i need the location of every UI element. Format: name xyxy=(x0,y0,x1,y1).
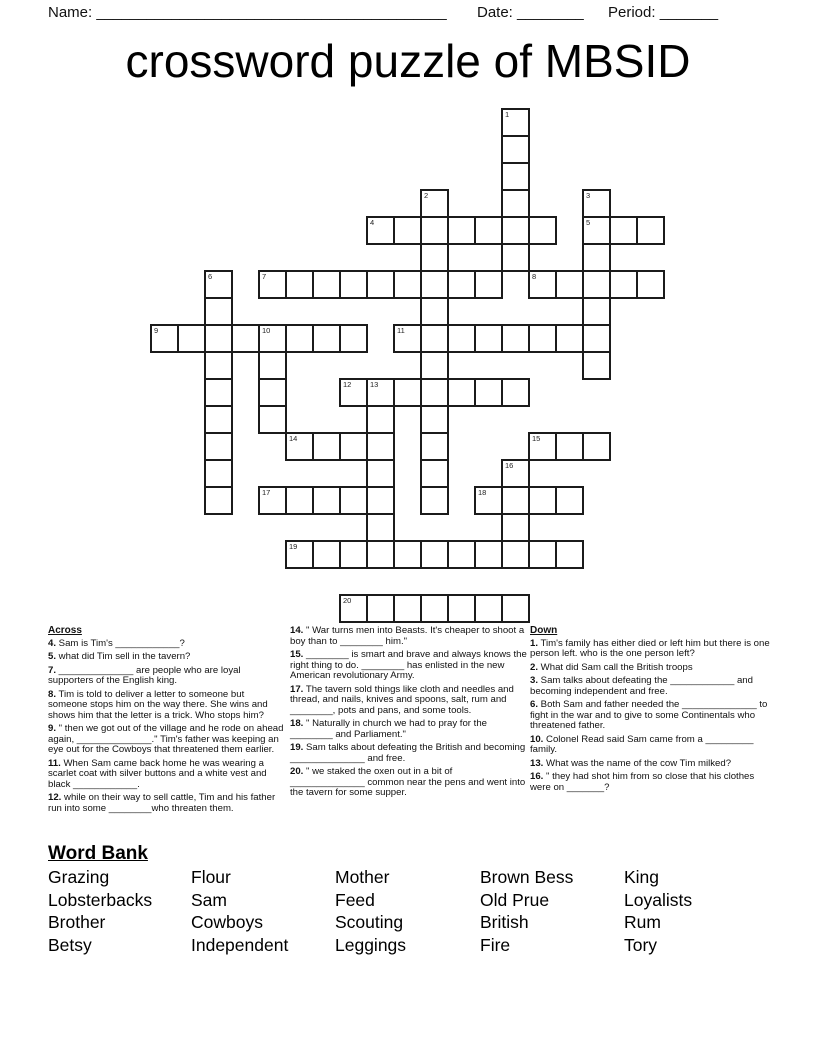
grid-cell[interactable] xyxy=(582,216,611,245)
cell-number: 11 xyxy=(397,326,405,335)
grid-cell[interactable] xyxy=(582,432,611,461)
cell-number: 4 xyxy=(370,218,375,227)
grid-cell[interactable] xyxy=(555,432,584,461)
grid-cell[interactable] xyxy=(420,270,449,299)
grid-cell[interactable] xyxy=(366,486,395,515)
crossword-grid xyxy=(150,108,665,623)
grid-cell[interactable] xyxy=(420,459,449,488)
grid-cell[interactable] xyxy=(555,486,584,515)
page-title: crossword puzzle of MBSID xyxy=(125,35,691,87)
period-label: Period: xyxy=(608,4,656,21)
name-field-row xyxy=(48,4,447,21)
grid-cell[interactable] xyxy=(258,486,287,515)
grid-cell[interactable] xyxy=(204,405,233,434)
grid-cell[interactable] xyxy=(501,216,530,245)
clue-item: 13. What was the name of the cow Tim milked? xyxy=(530,757,732,769)
grid-cell[interactable] xyxy=(474,324,503,353)
clue-number: 17. xyxy=(290,683,304,695)
clue-item: 3. Sam talks about defeating the ____________ and becoming independent and free. xyxy=(530,675,753,697)
date-field[interactable]: ________ xyxy=(517,4,584,21)
across-heading: Across xyxy=(48,625,82,636)
word-bank-item: Lobsterbacks xyxy=(48,889,153,910)
grid-cell[interactable] xyxy=(501,108,530,137)
grid-cell[interactable] xyxy=(501,513,530,542)
word-bank xyxy=(48,866,788,956)
grid-cell[interactable] xyxy=(528,486,557,515)
across-clues-column xyxy=(48,626,286,817)
period-field[interactable]: _______ xyxy=(659,4,719,21)
grid-cell[interactable] xyxy=(555,540,584,569)
grid-cell[interactable] xyxy=(420,432,449,461)
name-label: Name: xyxy=(48,4,93,21)
grid-cell[interactable] xyxy=(204,324,233,353)
grid-cell[interactable] xyxy=(501,162,530,191)
cell-number: 16 xyxy=(505,461,514,470)
cell-number: 3 xyxy=(586,191,591,200)
grid-cell[interactable] xyxy=(366,216,395,245)
grid-cell[interactable] xyxy=(285,540,314,569)
grid-cell[interactable] xyxy=(447,270,476,299)
clue-item: 14. " War turns men into Beasts. It's cheaper to shoot a boy than to ________ him." xyxy=(290,625,525,647)
down-heading: Down xyxy=(530,625,558,636)
clue-number: 1. xyxy=(530,637,539,649)
clue-item: 11. When Sam came back home he was wearing a scarlet coat with silver buttons and a white vest and black ____________. xyxy=(48,757,267,790)
grid-cell[interactable] xyxy=(420,324,449,353)
grid-cell[interactable] xyxy=(420,297,449,326)
word-bank-item: Brother xyxy=(48,912,106,933)
grid-cell[interactable] xyxy=(339,540,368,569)
clue-number: 10. xyxy=(530,733,544,745)
word-bank-item: Grazing xyxy=(48,867,110,887)
grid-cell[interactable] xyxy=(393,594,422,623)
grid-cell[interactable] xyxy=(528,540,557,569)
cell-number: 9 xyxy=(154,326,159,335)
clue-item: 20. " we staked the oxen out in a bit of ______________ common near the pens and went into the tavern for some supper. xyxy=(290,766,526,798)
grid-cell[interactable] xyxy=(582,243,611,272)
clue-item: 8. Tim is told to deliver a letter to someone but someone stops him on the way there. She wins and shows him that the letter is a trick. Who stops him? xyxy=(48,688,268,721)
grid-cell[interactable] xyxy=(501,135,530,164)
clue-number: 12. xyxy=(48,792,62,803)
grid-cell[interactable] xyxy=(582,351,611,380)
grid-cell[interactable] xyxy=(501,486,530,515)
cell-number: 19 xyxy=(289,542,298,551)
grid-cell[interactable] xyxy=(474,540,503,569)
word-bank-item: Brown Bess xyxy=(480,867,574,887)
clue-item: 16. " they had shot him from so close that his clothes were on _______? xyxy=(530,771,755,793)
word-bank-item: King xyxy=(624,867,660,887)
grid-cell[interactable] xyxy=(339,378,368,407)
grid-cell[interactable] xyxy=(312,540,341,569)
grid-cell[interactable] xyxy=(204,432,233,461)
grid-cell[interactable] xyxy=(420,405,449,434)
word-bank-heading: Word Bank xyxy=(48,843,148,864)
grid-cell[interactable] xyxy=(366,594,395,623)
cell-number: 20 xyxy=(343,596,352,605)
grid-cell[interactable] xyxy=(501,540,530,569)
cell-number: 7 xyxy=(262,272,267,281)
grid-cell[interactable] xyxy=(285,324,314,353)
word-bank-item: Scouting xyxy=(335,912,404,933)
grid-cell[interactable] xyxy=(528,216,557,245)
grid-cell[interactable] xyxy=(501,243,530,272)
grid-cell[interactable] xyxy=(258,405,287,434)
grid-cell[interactable] xyxy=(366,432,395,461)
grid-cell[interactable] xyxy=(393,216,422,245)
grid-cell[interactable] xyxy=(420,486,449,515)
word-bank-item: British xyxy=(480,912,529,933)
grid-cell[interactable] xyxy=(420,540,449,569)
cell-number: 2 xyxy=(424,191,429,200)
grid-cell[interactable] xyxy=(420,378,449,407)
grid-cell[interactable] xyxy=(258,270,287,299)
grid-cell[interactable] xyxy=(501,459,530,488)
grid-cell[interactable] xyxy=(447,324,476,353)
grid-cell[interactable] xyxy=(420,243,449,272)
down-clue-list xyxy=(530,639,772,794)
grid-cell[interactable] xyxy=(501,324,530,353)
grid-cell[interactable] xyxy=(474,270,503,299)
period-field-row xyxy=(608,4,718,21)
grid-cell[interactable] xyxy=(582,324,611,353)
grid-cell[interactable] xyxy=(582,297,611,326)
grid-cell[interactable] xyxy=(312,486,341,515)
cell-number: 17 xyxy=(262,488,271,497)
clue-item: 1. Tim's family has either died or left him but there is one person left. who is the one person left? xyxy=(530,637,770,659)
grid-cell[interactable] xyxy=(231,324,260,353)
name-field[interactable]: __________________________________________ xyxy=(96,4,447,21)
grid-cell[interactable] xyxy=(393,378,422,407)
grid-cell[interactable] xyxy=(258,351,287,380)
grid-cell[interactable] xyxy=(582,189,611,218)
grid-cell[interactable] xyxy=(636,216,665,245)
clue-item: 5. what did Tim sell in the tavern? xyxy=(48,651,191,662)
across-clue-list-2 xyxy=(290,626,528,799)
clue-number: 16. xyxy=(530,771,544,782)
grid-cell[interactable] xyxy=(393,324,422,353)
grid-cell[interactable] xyxy=(366,459,395,488)
grid-cell[interactable] xyxy=(258,378,287,407)
grid-cell[interactable] xyxy=(420,189,449,218)
grid-cell[interactable] xyxy=(285,486,314,515)
clue-number: 19. xyxy=(290,742,304,753)
grid-cell[interactable] xyxy=(474,378,503,407)
grid-cell[interactable] xyxy=(609,270,638,299)
clue-item: 19. Sam talks about defeating the British and becoming ______________ and free. xyxy=(290,742,526,764)
clue-number: 7. xyxy=(48,664,57,676)
cell-number: 15 xyxy=(532,434,541,443)
clue-number: 9. xyxy=(48,723,57,734)
grid-cell[interactable] xyxy=(312,432,341,461)
grid-cell[interactable] xyxy=(366,270,395,299)
grid-cell[interactable] xyxy=(501,189,530,218)
clue-number: 8. xyxy=(48,688,57,700)
grid-cell[interactable] xyxy=(366,513,395,542)
grid-cell[interactable] xyxy=(528,324,557,353)
cell-number: 13 xyxy=(370,380,379,389)
grid-cell[interactable] xyxy=(285,270,314,299)
clue-number: 14. xyxy=(290,625,304,636)
clue-number: 6. xyxy=(530,699,539,710)
clue-item: 2. What did Sam call the British troops xyxy=(530,661,693,673)
grid-cell[interactable] xyxy=(204,351,233,380)
grid-cell[interactable] xyxy=(204,297,233,326)
grid-cell[interactable] xyxy=(339,324,368,353)
word-bank-item: Cowboys xyxy=(191,912,263,933)
cell-number: 8 xyxy=(532,272,537,281)
cell-number: 12 xyxy=(343,380,352,389)
word-bank-item: Loyalists xyxy=(624,889,693,910)
grid-cell[interactable] xyxy=(555,270,584,299)
cell-number: 10 xyxy=(262,326,271,335)
grid-cell[interactable] xyxy=(555,324,584,353)
grid-cell[interactable] xyxy=(366,540,395,569)
word-bank-item: Sam xyxy=(191,889,227,910)
cell-number: 1 xyxy=(505,110,510,119)
clue-number: 2. xyxy=(530,661,539,673)
grid-cell[interactable] xyxy=(339,432,368,461)
grid-cell[interactable] xyxy=(609,216,638,245)
grid-cell[interactable] xyxy=(285,432,314,461)
grid-cell[interactable] xyxy=(258,324,287,353)
grid-cell[interactable] xyxy=(420,351,449,380)
date-field-row xyxy=(477,4,584,21)
grid-cell[interactable] xyxy=(204,378,233,407)
grid-cell[interactable] xyxy=(474,486,503,515)
grid-cell[interactable] xyxy=(636,270,665,299)
clue-item: 9. " then we got out of the village and he rode on ahead again, ______________." Tim's father was keeping an eye out for the Cowboys that threatened them earlier. xyxy=(48,723,284,755)
grid-cell[interactable] xyxy=(393,540,422,569)
clue-item: 18. " Naturally in church we had to pray for the ________ and Parliament." xyxy=(290,718,487,740)
grid-cell[interactable] xyxy=(474,216,503,245)
grid-cell[interactable] xyxy=(447,378,476,407)
grid-cell[interactable] xyxy=(393,270,422,299)
grid-cell[interactable] xyxy=(528,432,557,461)
word-bank-item: Flour xyxy=(191,867,231,887)
date-label: Date: xyxy=(477,4,513,21)
grid-cell[interactable] xyxy=(150,324,179,353)
word-bank-item: Rum xyxy=(624,912,661,933)
grid-cell[interactable] xyxy=(501,378,530,407)
cell-number: 14 xyxy=(289,434,298,443)
word-bank-item: Leggings xyxy=(335,934,407,955)
clue-item: 10. Colonel Read said Sam came from a _________ family. xyxy=(530,733,754,755)
cell-number: 5 xyxy=(586,218,591,227)
clue-number: 11. xyxy=(48,757,61,769)
clue-item: 7. ______________ are people who are loyal supporters of the English king. xyxy=(48,664,241,686)
word-bank-item: Old Prue xyxy=(480,889,550,910)
word-bank-item: Betsy xyxy=(48,934,92,955)
clue-item: 12. while on their way to sell cattle, Tim and his father run into some ________who threaten them. xyxy=(48,792,276,814)
clue-item: 15. ________ is smart and brave and always knows the right thing to do. ________ has enlisted in the new American revolutionary Army. xyxy=(290,649,527,681)
grid-cell[interactable] xyxy=(366,378,395,407)
grid-cell[interactable] xyxy=(204,459,233,488)
grid-cell[interactable] xyxy=(447,216,476,245)
grid-cell[interactable] xyxy=(312,324,341,353)
across-clue-list-1 xyxy=(48,639,286,815)
grid-cell[interactable] xyxy=(528,270,557,299)
clue-number: 5. xyxy=(48,651,57,662)
word-bank-item: Tory xyxy=(624,934,658,955)
clue-number: 4. xyxy=(48,637,57,649)
grid-cell[interactable] xyxy=(420,216,449,245)
clue-item: 4. Sam is Tim's ____________? xyxy=(48,637,185,649)
word-bank-item: Independent xyxy=(191,934,289,955)
grid-cell[interactable] xyxy=(420,594,449,623)
clue-number: 15. xyxy=(290,649,304,660)
clue-number: 3. xyxy=(530,675,539,686)
clue-number: 20. xyxy=(290,766,304,777)
word-bank-item: Feed xyxy=(335,889,375,910)
grid-cell[interactable] xyxy=(339,594,368,623)
grid-cell[interactable] xyxy=(312,270,341,299)
clue-item: 6. Both Sam and father needed the ______________ to fight in the war and to give to some Continentals who threatened father. xyxy=(530,699,768,731)
grid-cell[interactable] xyxy=(177,324,206,353)
grid-cell[interactable] xyxy=(447,594,476,623)
down-clues-column xyxy=(530,626,772,796)
grid-cell[interactable] xyxy=(447,540,476,569)
grid-cell[interactable] xyxy=(339,270,368,299)
word-bank-item: Mother xyxy=(335,867,390,887)
cell-number: 6 xyxy=(208,272,213,281)
grid-cell[interactable] xyxy=(501,594,530,623)
clue-number: 18. xyxy=(290,718,304,729)
cell-number: 18 xyxy=(478,488,487,497)
clue-number: 13. xyxy=(530,757,544,769)
clue-item: 17. The tavern sold things like cloth and needles and thread, and nails, knives and spoons, salt, rum and ________, pots and pans, and some tools. xyxy=(290,683,514,716)
across-clues-column-2 xyxy=(290,626,528,802)
word-bank-item: Fire xyxy=(480,934,511,955)
grid-cell[interactable] xyxy=(204,270,233,299)
grid-cell[interactable] xyxy=(366,405,395,434)
grid-cell[interactable] xyxy=(474,594,503,623)
grid-cell[interactable] xyxy=(582,270,611,299)
grid-cell[interactable] xyxy=(204,486,233,515)
grid-cell[interactable] xyxy=(339,486,368,515)
